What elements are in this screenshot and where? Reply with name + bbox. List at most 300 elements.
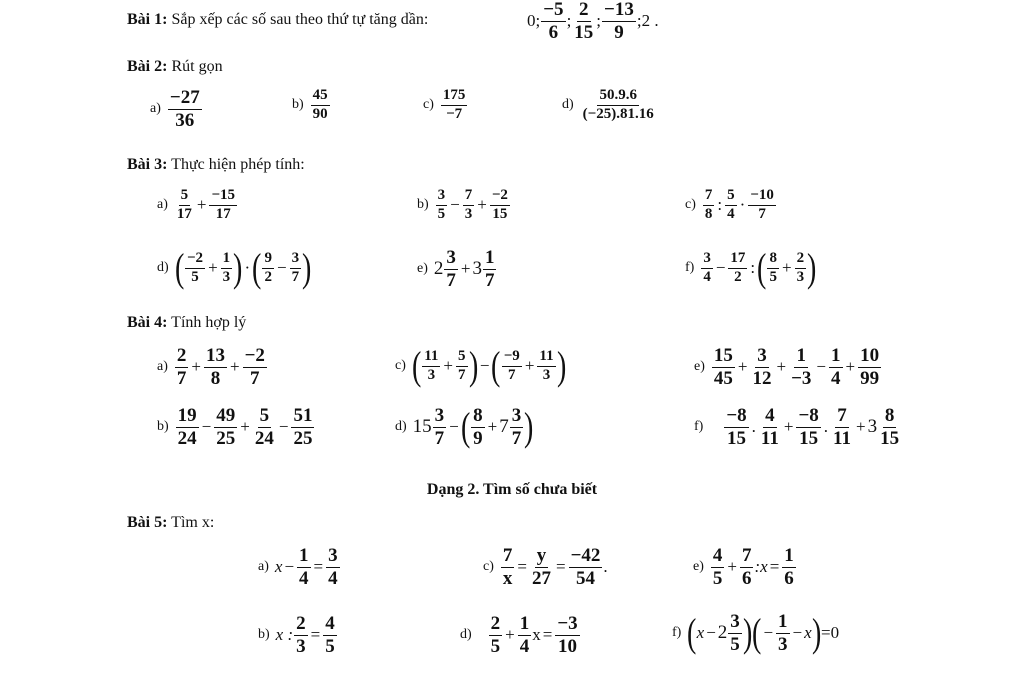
numerator: 3 — [701, 251, 713, 269]
parenthesis: ) — [742, 610, 753, 656]
numerator: 5 — [179, 188, 191, 206]
item-label: a) — [150, 101, 161, 117]
numerator: 2 — [490, 613, 501, 634]
numerator: 1 — [778, 611, 788, 632]
item-label: d) — [460, 627, 472, 643]
fraction — [748, 188, 776, 223]
fraction — [569, 546, 603, 589]
exercise-1-text: Sắp xếp các số sau theo thứ tự tăng dần: — [171, 11, 429, 28]
denominator: 7 — [291, 268, 300, 285]
operator: + — [855, 417, 866, 437]
operator: = — [542, 625, 553, 645]
numerator: 3 — [290, 251, 302, 269]
operator: + — [737, 357, 748, 377]
ex5-e — [693, 546, 797, 589]
numerator: 15 — [713, 345, 733, 366]
numerator: −42 — [570, 545, 601, 566]
item-label: d) — [562, 97, 574, 113]
operator: − — [763, 623, 774, 643]
fraction — [759, 406, 781, 449]
numerator: −15 — [209, 188, 237, 206]
denominator: 5 — [325, 635, 335, 657]
numerator: 175 — [441, 88, 468, 106]
numerator: 1 — [831, 345, 841, 366]
numerator: 5 — [259, 405, 270, 426]
operator: : — [750, 258, 756, 277]
exercise-2 — [127, 58, 223, 76]
exercise-4 — [127, 314, 246, 332]
item-label: b) — [292, 97, 304, 113]
ex4-a — [157, 346, 268, 389]
parenthesis: ( — [460, 404, 471, 450]
numerator: 19 — [177, 405, 197, 426]
fraction — [782, 546, 796, 589]
numerator: 49 — [216, 405, 236, 426]
numerator: 1 — [221, 251, 233, 269]
fraction — [326, 546, 340, 589]
denominator: 54 — [575, 567, 595, 589]
operator: + — [487, 417, 498, 437]
item-label: d) — [395, 419, 407, 435]
denominator: 5 — [769, 268, 777, 285]
fraction — [530, 546, 553, 589]
parenthesis: ( — [411, 343, 422, 388]
denominator: 4 — [831, 367, 841, 389]
fraction — [724, 406, 748, 449]
numerator: 7 — [837, 405, 847, 426]
denominator: 5 — [490, 635, 501, 657]
fraction — [878, 406, 901, 449]
parenthesis: ) — [302, 245, 312, 290]
numerator: 8 — [884, 405, 895, 426]
numerator: −2 — [244, 345, 265, 366]
operator: + — [443, 356, 453, 375]
item-label: d) — [157, 260, 169, 275]
numerator: −10 — [748, 188, 776, 206]
operator: + — [845, 357, 856, 377]
operator: : — [717, 195, 723, 215]
whole-part: 3 — [867, 416, 878, 438]
denominator: 7 — [434, 427, 445, 449]
whole-part: 15 — [412, 416, 432, 438]
fraction — [471, 406, 485, 449]
denominator: 6 — [548, 21, 559, 43]
numerator: −27 — [169, 87, 200, 108]
fraction — [795, 251, 807, 286]
denominator: 11 — [760, 427, 779, 449]
denominator: 8 — [210, 367, 221, 389]
operator: − — [792, 623, 803, 643]
numerator: 4 — [325, 613, 335, 634]
exercise-5 — [127, 514, 214, 532]
numerator: 2 — [176, 345, 187, 366]
numerator: 3 — [757, 345, 767, 366]
denominator: 27 — [531, 567, 551, 589]
numerator: 5 — [725, 188, 737, 206]
ex4-d — [395, 406, 534, 449]
numerator: 1 — [784, 545, 794, 566]
numerator: −8 — [798, 405, 819, 426]
numerator: 3 — [730, 611, 740, 632]
item-label: b) — [157, 419, 169, 435]
numerator: 3 — [434, 405, 445, 426]
denominator: 25 — [293, 427, 313, 449]
denominator: 5 — [712, 567, 723, 589]
denominator: 9 — [473, 427, 483, 449]
numerator: 2 — [795, 251, 807, 269]
numerator: 3 — [436, 188, 448, 206]
operator: − — [706, 623, 716, 643]
ex4-c — [395, 343, 566, 388]
numerator: −9 — [502, 349, 522, 367]
ex5-c: c) $\frac{7}{x}$ = $\frac{y}{27}$ = $\frac{-42}{54}$ . — [483, 545, 608, 589]
numerator: 11 — [537, 349, 555, 367]
fraction — [175, 346, 189, 389]
operator: . — [751, 417, 756, 437]
numerator: 11 — [422, 349, 440, 367]
item-label: c) — [483, 559, 494, 575]
fraction — [185, 251, 205, 286]
fraction — [581, 88, 656, 123]
denominator: 90 — [312, 105, 328, 122]
denominator: 99 — [860, 367, 880, 389]
denominator: 15 — [726, 427, 746, 449]
parenthesis: ( — [687, 610, 697, 656]
fraction — [740, 546, 754, 589]
denominator: 4 — [328, 567, 338, 589]
numerator: 51 — [293, 405, 313, 426]
exercise-1 — [127, 11, 428, 29]
item-label: f) — [672, 625, 682, 641]
denominator: 2 — [734, 268, 742, 285]
item-label: a) — [157, 359, 168, 375]
operator: x — [804, 623, 812, 643]
ex4-f — [694, 406, 902, 449]
operator: · — [739, 195, 746, 215]
item-label: f) — [685, 260, 695, 275]
numerator: 9 — [262, 251, 274, 269]
fraction — [829, 346, 843, 389]
parenthesis: ( — [757, 245, 767, 290]
denominator: 36 — [175, 109, 195, 131]
fraction — [297, 546, 311, 589]
denominator: 3 — [778, 633, 788, 655]
denominator: 24 — [177, 427, 197, 449]
denominator: 3 — [464, 205, 473, 222]
denominator: 7 — [484, 269, 495, 291]
denominator: x — [502, 567, 513, 589]
parenthesis: ( — [752, 610, 762, 656]
denominator: 25 — [216, 427, 236, 449]
exercise-1-numbers: 0; $\frac{-5}{6}$ ; $\frac{2}{15}$ ; $\frac{-13}{9}$ ;2 . — [527, 0, 659, 43]
numerator: 8 — [473, 405, 483, 426]
operator: = — [313, 557, 324, 577]
denominator: 7 — [508, 366, 516, 383]
operator: + — [460, 259, 471, 279]
numerator: −13 — [604, 0, 634, 20]
fraction — [489, 614, 503, 657]
fraction — [490, 188, 510, 223]
operator: x : — [275, 625, 294, 645]
exercise-3 — [127, 156, 305, 174]
fraction — [243, 346, 267, 389]
ex3-c — [685, 188, 777, 223]
fraction — [253, 406, 276, 449]
denominator: 3 — [296, 635, 306, 657]
denominator: 15 — [574, 21, 594, 43]
denominator: 5 — [437, 205, 446, 222]
ex2-c — [423, 88, 468, 123]
parenthesis: ) — [807, 245, 817, 290]
denominator: (−25).81.16 — [582, 105, 654, 122]
exercise-2-title: Bài 2: — [127, 58, 168, 75]
numerator: 5 — [456, 349, 468, 367]
numerator: 4 — [765, 405, 775, 426]
parenthesis: ( — [491, 343, 501, 388]
denominator: 4 — [519, 635, 530, 657]
fraction — [711, 546, 725, 589]
fraction — [483, 248, 497, 291]
ex3-b — [417, 188, 511, 223]
numerator: 4 — [712, 545, 723, 566]
fraction — [703, 188, 715, 223]
numerator: −5 — [543, 0, 564, 20]
whole-part: 3 — [472, 258, 482, 280]
fraction — [433, 406, 447, 449]
denominator: 7 — [446, 269, 456, 291]
fraction — [767, 251, 779, 286]
numerator: y — [536, 545, 547, 566]
fraction — [204, 346, 227, 389]
denominator: 4 — [727, 205, 735, 222]
denominator: 7 — [249, 367, 260, 389]
item-label: f) — [694, 419, 704, 435]
ex3-f — [685, 245, 817, 290]
fraction — [262, 251, 274, 286]
ex2-a — [150, 88, 203, 131]
numerator: 7 — [703, 188, 715, 206]
fraction — [294, 614, 308, 657]
denominator: 17 — [215, 205, 231, 222]
exercise-5-title: Bài 5: — [127, 514, 168, 531]
numerator: 7 — [502, 545, 513, 566]
operator: = — [310, 625, 321, 645]
ex4-b — [157, 406, 315, 449]
operator: + — [727, 557, 737, 577]
fraction — [728, 612, 742, 655]
denominator: 15 — [880, 427, 900, 449]
numerator: 1 — [519, 613, 530, 634]
parenthesis: ) — [556, 343, 566, 388]
operator: + — [505, 625, 515, 645]
exercise-3-text: Thực hiện phép tính: — [171, 156, 305, 173]
denominator: 7 — [458, 366, 466, 383]
item-label: c) — [685, 197, 696, 213]
denominator: 6 — [741, 567, 752, 589]
exercise-2-text: Rút gọn — [171, 58, 223, 75]
numerator: 45 — [311, 88, 330, 106]
number-zero: 0; — [527, 11, 541, 31]
denominator: 7 — [511, 427, 522, 449]
fraction — [750, 346, 773, 389]
item-label: a) — [157, 197, 168, 213]
ex5-a — [258, 546, 341, 589]
numerator: 7 — [463, 188, 475, 206]
fraction — [701, 251, 713, 286]
fraction — [291, 406, 314, 449]
item-label: e) — [417, 261, 428, 277]
fraction — [168, 88, 202, 131]
denominator: 4 — [703, 268, 711, 285]
numerator: 2 — [296, 613, 306, 634]
denominator: 9 — [614, 21, 624, 43]
numerator: 2 — [579, 0, 589, 20]
operator: − — [278, 417, 289, 437]
whole-part: 2 — [433, 258, 444, 280]
fraction — [311, 88, 330, 123]
denominator: 45 — [713, 367, 733, 389]
fraction — [444, 248, 458, 291]
item-label: e) — [693, 559, 704, 575]
operator: − — [449, 417, 459, 437]
parenthesis: ( — [174, 245, 185, 290]
numerator: 17 — [728, 251, 747, 269]
parenthesis: ) — [524, 404, 534, 450]
fraction — [510, 406, 524, 449]
operator: + — [776, 357, 787, 377]
denominator: 5 — [191, 268, 199, 285]
fraction — [789, 346, 813, 389]
denominator: −7 — [446, 105, 463, 122]
fraction — [728, 251, 747, 286]
operator: − — [450, 195, 460, 215]
denominator: 17 — [176, 205, 192, 222]
operator: :x — [754, 557, 768, 577]
parenthesis: ( — [252, 245, 262, 290]
numerator: 7 — [741, 545, 752, 566]
fraction — [712, 346, 735, 389]
fraction — [572, 0, 595, 43]
denominator: 3 — [542, 366, 551, 383]
item-label: a) — [258, 559, 269, 575]
fraction — [796, 406, 820, 449]
operator: − — [201, 417, 212, 437]
item-label: b) — [258, 627, 270, 643]
ex2-b — [292, 88, 331, 123]
denominator: 3 — [796, 268, 805, 285]
section-heading: Dạng 2. Tìm số chưa biết — [426, 481, 598, 498]
ex5-b — [258, 614, 338, 657]
denominator: 12 — [752, 367, 772, 389]
operator: x — [696, 623, 705, 643]
operator: − — [715, 258, 726, 277]
fraction — [323, 614, 337, 657]
parenthesis: ) — [811, 610, 822, 656]
numerator: 3 — [446, 247, 456, 268]
operator: + — [477, 195, 487, 215]
operator: + — [781, 258, 792, 277]
exercise-4-title: Bài 4: — [127, 314, 168, 331]
fraction — [858, 346, 881, 389]
fraction — [776, 612, 790, 655]
fraction — [441, 88, 468, 123]
denominator: 7 — [176, 367, 187, 389]
denominator: 4 — [299, 567, 309, 589]
operator: − — [479, 356, 490, 375]
item-label: b) — [417, 197, 429, 213]
fraction — [221, 251, 233, 286]
numerator: −3 — [557, 613, 578, 634]
exercise-1-title: Bài 1: — [127, 11, 168, 28]
numerator: 8 — [767, 251, 779, 269]
fraction — [175, 188, 194, 223]
numerator: 3 — [328, 545, 338, 566]
numerator: 3 — [511, 405, 522, 426]
denominator: 2 — [264, 268, 272, 285]
fraction — [602, 0, 636, 43]
operator: + — [196, 195, 207, 215]
ex3-d — [157, 245, 312, 290]
operator: . — [823, 417, 829, 437]
fraction — [725, 188, 737, 223]
item-label: c) — [395, 358, 406, 373]
denominator: 3 — [427, 366, 436, 383]
item-label: c) — [423, 97, 434, 113]
operator: = — [555, 557, 566, 577]
operator: + — [783, 417, 794, 437]
denominator: 6 — [784, 567, 794, 589]
denominator: 8 — [704, 205, 713, 222]
operator: + — [240, 417, 250, 437]
operator: + — [524, 356, 535, 375]
denominator: 15 — [799, 427, 819, 449]
ex5-d: d) $\frac{2}{5}$ + $\frac{1}{4}$ x = $\frac{-3}{10}$ — [460, 613, 578, 657]
parenthesis: ) — [233, 245, 243, 290]
operator: + — [191, 357, 201, 377]
ex4-e — [694, 346, 882, 389]
denominator: 10 — [558, 635, 578, 657]
ex5-f: f) ( x − 2 $\frac{3}{5}$ ) ( − $\frac{1}{3}$ − x ) =0 — [672, 610, 840, 656]
fraction — [436, 188, 448, 223]
exercise-3-title: Bài 3: — [127, 156, 168, 173]
fraction — [502, 349, 522, 384]
fraction — [518, 614, 532, 657]
fraction — [214, 406, 237, 449]
operator: − — [284, 557, 295, 577]
fraction — [501, 546, 515, 589]
operator: x — [274, 557, 283, 577]
denominator: 3 — [222, 268, 231, 285]
operator: + — [208, 258, 218, 277]
numerator: 50.9.6 — [597, 88, 639, 106]
denominator: 11 — [833, 427, 851, 449]
numerator: −2 — [490, 188, 510, 206]
numerator: 1 — [796, 345, 806, 366]
numerator: 1 — [299, 545, 309, 566]
denominator: −3 — [791, 367, 812, 389]
item-label: e) — [694, 359, 705, 375]
operator: = — [517, 557, 527, 577]
fraction — [422, 349, 440, 384]
denominator: 7 — [758, 205, 766, 222]
denominator: 24 — [254, 427, 274, 449]
operator: · — [244, 258, 251, 277]
numerator: −8 — [726, 405, 747, 426]
ex3-a — [157, 188, 238, 223]
numerator: 1 — [484, 247, 495, 268]
fraction — [290, 251, 302, 286]
parenthesis: ) — [468, 343, 478, 388]
